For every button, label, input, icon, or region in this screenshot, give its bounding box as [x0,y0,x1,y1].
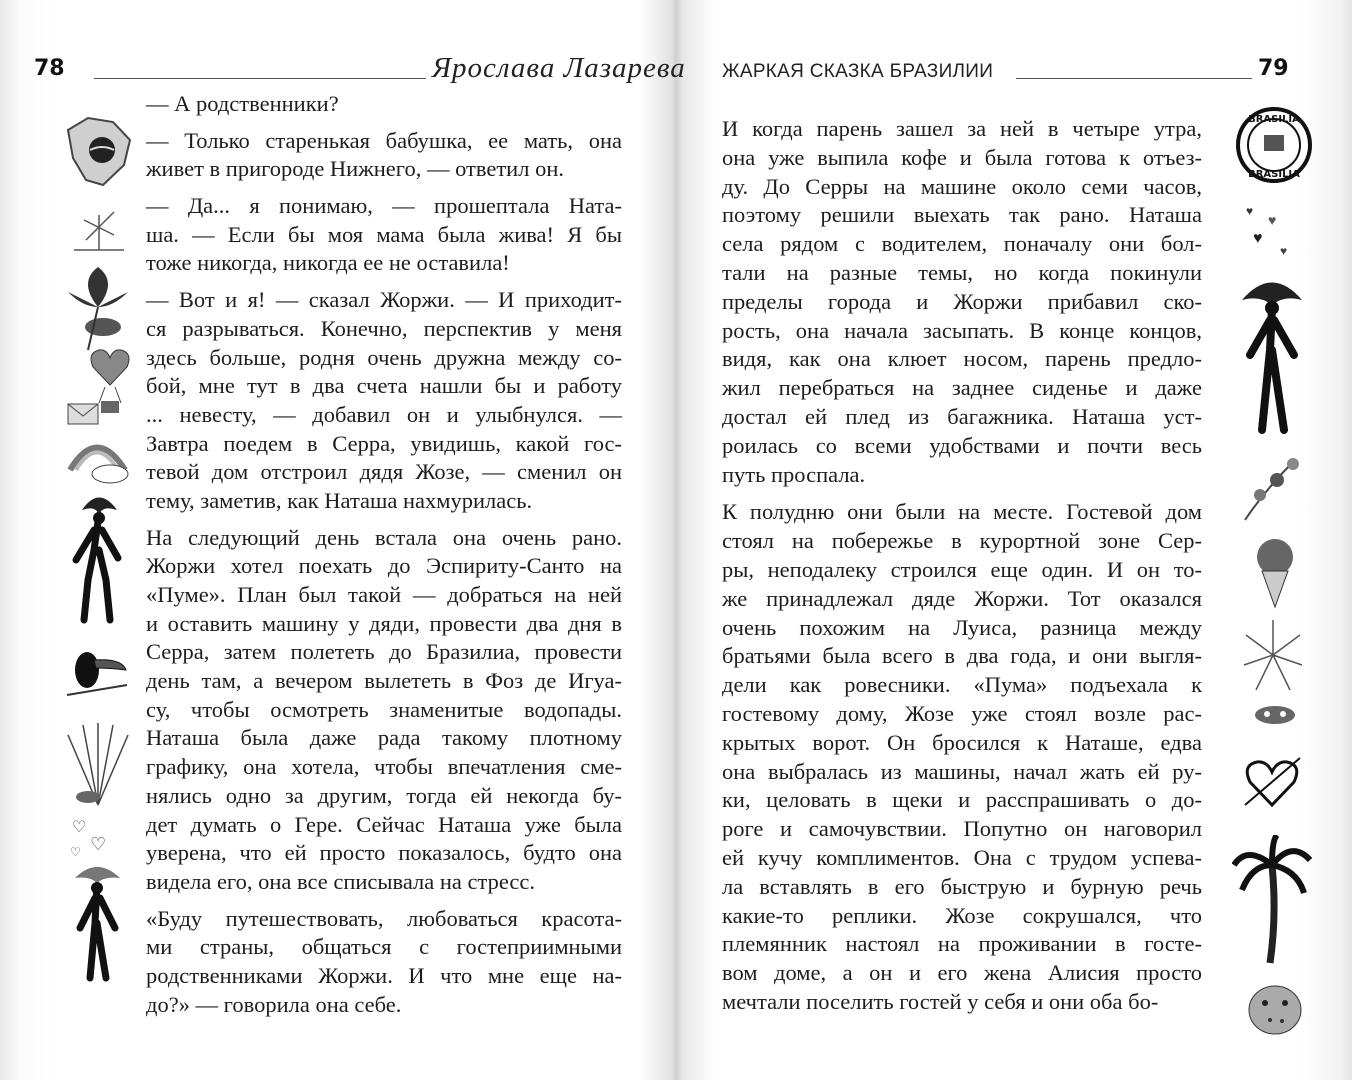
text-line: Наташа была даже рада такому плотному [146,725,622,751]
right-page-text [722,115,1202,1026]
mask-icon [1250,700,1300,730]
text-line: братьями была всего в два года, и они выгля- [722,643,1202,669]
text-line: Серра, затем полететь до Бразилиа, провести [146,639,622,665]
text-line: и оставить машину у дяди, провести два дня в [146,610,622,636]
text-line: здесь больше, родня очень дружна между со- [146,344,622,370]
text-line: роилась со всеми удобствами и почти весь [722,432,1202,458]
svg-text:♥: ♥ [1268,214,1277,229]
left-page-text [146,90,622,1027]
leopard-icon [1240,975,1310,1045]
text-line: видела его, она все списывала на стресс. [146,868,536,894]
heart-arrow-icon [1240,750,1305,815]
text-line: — Вот и я! — сказал Жоржи. — И приходит- [146,287,622,313]
text-line: рость, она начала засыпать. В конце концов, [722,317,1202,343]
flower-vine-icon [1235,450,1310,525]
paragraph [146,192,622,278]
text-line: стоял на побережье в курортной зоне Сер- [722,528,1202,554]
svg-text:♡: ♡ [90,834,107,854]
header-rule-right [1016,78,1252,79]
text-line: очень похожим на Луиса, разница между [722,614,1202,640]
text-line: ша. — Если бы моя мама была жива! Я бы [146,221,622,247]
running-head-title: ЖАРКАЯ СКАЗКА БРАЗИЛИИ [722,61,994,82]
svg-text:♥: ♥ [1280,244,1288,258]
palm-tree-icon [1232,835,1312,965]
svg-text:♥: ♥ [1253,230,1263,247]
text-line: видя, как она клюет носом, парень предло- [722,346,1202,372]
page-number-right: 79 [1258,56,1289,81]
windmill-sketch-icon [64,200,134,260]
stamp-text-bottom: BRASILIA [1248,169,1300,180]
svg-text:♡: ♡ [72,819,87,836]
text-line: гостевому дому, Жозе уже стоял возле рас- [722,700,1202,726]
text-line: тали на разные темы, но когда покинули [722,259,1202,285]
text-line: ду. До Серры на машине около семи часов, [722,173,1202,199]
text-line: вом доме, а он и его жена Алисия просто [722,960,1202,986]
text-line: су, чтобы осмотреть знаменитые водопады. [146,696,622,722]
fireworks-icon [1236,615,1311,695]
text-line: дели как ровесники. «Пума» подъехала к [722,672,1202,698]
header-rule-left [94,78,426,79]
text-line: какие-то реплики. Жозе сокрушался, что [722,902,1202,928]
paragraph [146,905,622,1020]
paragraph [722,498,1202,1016]
stamp-text-top: BRASILIA [1248,114,1300,125]
bouquet-icon [1240,535,1310,610]
text-line: К полудню они были на месте. Гостевой дом [722,499,1202,525]
text-line: родственниками Жоржи. И что мне еще на- [146,962,622,988]
paragraph [146,90,622,119]
text-line: И когда парень зашел за ней в четыре утра, [722,116,1202,141]
text-line: ла вставлять в его быструю и бурную речь [722,873,1202,899]
text-line: ми страны, общаться с гостеприимными [146,934,622,960]
brazil-map-icon [58,110,138,190]
dancer-silhouette-icon [60,858,135,983]
text-line: нялись одно за другим, тогда ей некогда бу- [146,782,622,808]
text-line: бой, мне тут в два счета нашли бы и работу [146,373,622,399]
text-line: села рядом с водителем, поначалу они бол- [722,231,1202,257]
rainbow-cloud-icon [60,430,135,485]
text-line: ся разрываться. Конечно, перспектив у меня [146,315,622,341]
brasilia-stamp-icon [1234,105,1314,185]
feather-fan-icon [58,715,138,810]
text-line: роге и самочувствии. Попутно он наговорил [722,816,1202,842]
text-line: жил перебраться на заднее сиденье и даже [722,375,1202,401]
text-line: тоже никогда, никогда ее не оставила! [146,250,510,276]
paragraph [146,286,622,516]
text-line: — А родственники? [146,91,339,116]
text-line: ры, неподалеку строился еще один. И он то- [722,556,1202,582]
text-line: Жоржи хотел поехать до Эспириту-Санто на [146,553,622,579]
text-line: ... невесту, — добавил он и улыбнулся. — [146,401,622,427]
text-line: — Только старенькая бабушка, ее мать, она [146,127,622,153]
text-line: дет думать о Гере. Сейчас Наташа уже была [146,811,622,837]
paragraph [146,524,622,897]
envelope-icon [64,398,104,428]
paragraph [722,115,1202,489]
carnival-dancer-icon [1232,270,1312,435]
text-line: Завтра поедем в Серра, увидишь, какой гос- [146,430,622,456]
text-line: мечтали поселить гостей у себя и они оба бо- [722,988,1159,1014]
text-line: уверена, что ей просто показалось, будто она [146,840,622,866]
text-line: тевой дом отстроил дядя Жозе, — сменил он [146,459,622,485]
text-line: племянник настоял на проживании в госте- [722,931,1202,957]
text-line: крытых ворот. Он бросился к Наташе, едва [722,729,1202,755]
text-line: же принадлежал дяде Жоржи. Тот оказался [722,585,1202,611]
text-line: — Да... я понимаю, — прошептала Ната- [146,193,622,219]
hearts-icon [66,810,116,860]
paragraph [146,127,622,184]
text-line: «Буду путешествовать, любоваться красота- [146,905,622,931]
svg-text:♥: ♥ [1246,204,1254,218]
carnival-dancer-icon [62,490,137,625]
text-line: достал ей плед из багажника. Наташа уст- [722,403,1202,429]
text-line: до?» — говорила она себе. [146,991,402,1017]
text-line: тему, заметив, как Наташа нахмурилась. [146,487,533,513]
text-line: она выбралась из машины, начал жать ей ру- [722,758,1202,784]
text-line: На следующий день встала она очень рано. [146,524,622,550]
svg-text:♡: ♡ [70,845,81,859]
running-head-author: Ярослава Лазарева [432,52,686,84]
hearts-swirl-icon [1238,195,1308,265]
text-line: поэтому решили выехать так рано. Наташа [722,202,1202,228]
mask-flower-icon [58,262,138,352]
text-line: ки, целовать в щеки и расспрашивать о до- [722,787,1202,813]
text-line: она уже выпила кофе и была готова к отъез- [722,144,1202,170]
text-line: ей кучу комплиментов. Она с трудом успева- [722,844,1202,870]
text-line: живет в пригороде Нижнего, — ответил он. [146,156,564,182]
page-number-left: 78 [34,56,65,81]
text-line: день там, а вечером вылететь в Фоз де Игуа- [146,668,622,694]
text-line: пределы города и Жоржи прибавил ско- [722,288,1202,314]
toucan-icon [62,640,132,705]
text-line: графику, она хотела, чтобы впечатления сме- [146,754,622,780]
text-line: путь проспала. [722,461,866,487]
text-line: «Пуме». План был такой — добраться на ней [146,582,622,607]
